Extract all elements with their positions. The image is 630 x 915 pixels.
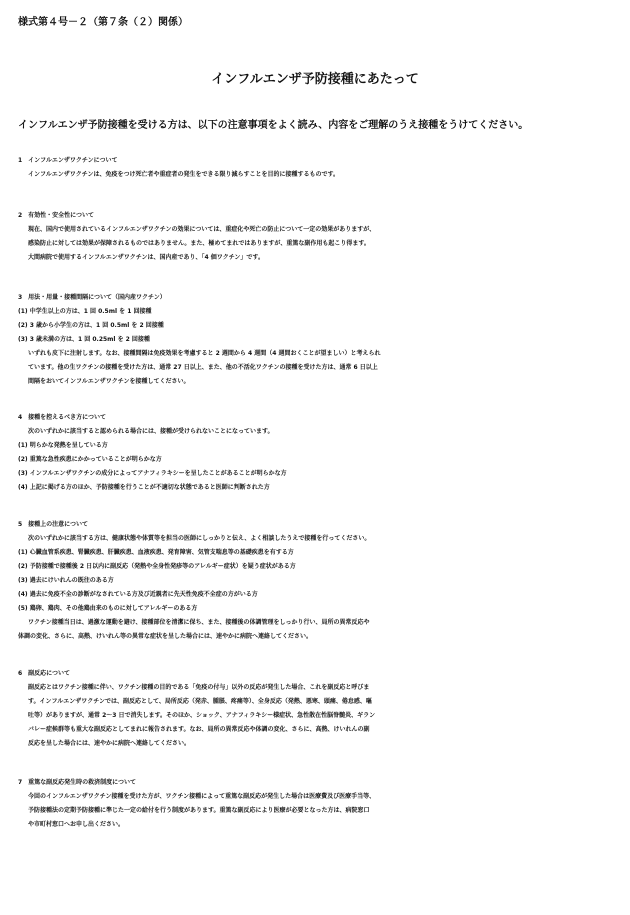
section-heading: 5 接種上の注意について bbox=[18, 521, 89, 528]
section-text: 吐等）がありますが、通常 2～3 日で消失します。そのほか、ショック、アナフィラキシー様症状、急性散在性脳脊髄炎、ギラン bbox=[28, 712, 376, 719]
list-item: (2) 重篤な急性疾患にかかっていることが明らかな方 bbox=[18, 456, 162, 463]
section-text: いずれも皮下に注射します。なお、接種間隔は免疫効果を考慮すると 2 週間から 4 週間（4 週間おくことが望ましい）と考えられ bbox=[28, 350, 381, 357]
section-text: す。インフルエンザワクチンでは、副反応として、局所反応（発赤、腫脹、疼痛等）、全身反応（発熱、悪寒、頭痛、倦怠感、嘔 bbox=[28, 698, 372, 705]
section-text: 今回のインフルエンザワクチン接種を受けた方が、ワクチン接種によって重篤な副反応が発生した場合は医療費及び医療手当等、 bbox=[28, 793, 376, 800]
section-text: 反応を呈した場合には、速やかに病院へ連絡してください。 bbox=[28, 740, 191, 747]
section-heading: 1 インフルエンザワクチンについて bbox=[18, 157, 118, 164]
list-item: (2) 3 歳から小学生の方は、1 回 0.5ml を 2 回接種 bbox=[18, 322, 164, 329]
list-item: (5) 鶏卵、鶏肉、その他鶏由来のものに対してアレルギーのある方 bbox=[18, 605, 198, 612]
list-item: (4) 上記に掲げる方のほか、予防接種を行うことが不適切な状態であると医師に判断された方 bbox=[18, 484, 270, 491]
section-text: 感染防止に対しては効果が保障されるものではありません。また、極めてまれではありますが、重篤な副作用も起こり得ます。 bbox=[28, 240, 370, 247]
list-item: (1) 心臓血管系疾患、腎臓疾患、肝臓疾患、血液疾患、発育障害、気管支喘息等の基礎疾患を有する方 bbox=[18, 549, 294, 556]
section-heading: 4 接種を控えるべき方について bbox=[18, 414, 107, 421]
section-efficacy-safety bbox=[18, 209, 622, 265]
section-text: 現在、国内で使用されているインフルエンザワクチンの効果については、重症化や死亡の防止について一定の効果がありますが、 bbox=[28, 226, 376, 233]
section-text: や市町村窓口へお申し出ください。 bbox=[28, 821, 125, 828]
form-number: 様式第４号－２（第７条（２）関係） bbox=[18, 17, 188, 28]
section-text: ワクチン接種当日は、過激な運動を避け、接種部位を清潔に保ち、また、接種後の体調管理をしっかり行い、局所の異常反応や bbox=[28, 619, 370, 626]
section-text: 次のいずれかに該当すると認められる場合には、接種が受けられないことになっています。 bbox=[28, 428, 274, 435]
section-heading: 6 副反応について bbox=[18, 670, 71, 677]
intro-text: インフルエンザ予防接種を受ける方は、以下の注意事項をよく読み、内容をご理解のうえ接種をうけてください。 bbox=[18, 120, 529, 131]
list-item: (1) 中学生以上の方は、1 回 0.5ml を 1 回接種 bbox=[18, 308, 152, 315]
list-item: (2) 予防接種で接種後 2 日以内に副反応（発熱や全身性発疹等のアレルギー症状）を疑う症状がある方 bbox=[18, 563, 296, 570]
section-text: 大間病院で使用するインフルエンザワクチンは、国内産であり、「4 価ワクチン」です。 bbox=[28, 254, 264, 261]
list-item: (3) 3 歳未満の方は、1 回 0.25ml を 2 回接種 bbox=[18, 336, 150, 343]
section-side-effects bbox=[18, 667, 622, 751]
section-text: 間隔をおいてインフルエンザワクチンを接種してください。 bbox=[28, 378, 190, 385]
section-text: 次のいずれかに該当する方は、健康状態や体質等を担当の医師にしっかりと伝え、よく相談したうえで接種を行ってください。 bbox=[28, 535, 371, 542]
section-heading: 7 重篤な副反応発生時の救済制度について bbox=[18, 779, 137, 786]
section-heading: 2 有効性・安全性について bbox=[18, 212, 95, 219]
section-dosage bbox=[18, 291, 622, 389]
section-text: 副反応とはワクチン接種に伴い、ワクチン接種の目的である「免疫の付与」以外の反応が発生した場合、これを副反応と呼びま bbox=[28, 684, 370, 691]
section-precautions bbox=[18, 518, 622, 644]
list-item: (4) 過去に免疫不全の診断がなされている方及び近親者に先天性免疫不全症の方がいる方 bbox=[18, 591, 258, 598]
section-text: 予防接種法の定期予防接種に準じた一定の給付を行う制度があります。重篤な副反応により医療が必要となった方は、病院窓口 bbox=[28, 807, 370, 814]
section-text: バレー症候群等も重大な副反応としてまれに報告されます。なお、局所の異常反応や体調の変化、さらに、高熱、けいれんの副 bbox=[28, 726, 370, 733]
page-title: インフルエンザ予防接種にあたって bbox=[211, 72, 419, 87]
list-item: (3) インフルエンザワクチンの成分によってアナフィラキシーを呈したことがあることが明らかな方 bbox=[18, 470, 287, 477]
section-vaccine-about bbox=[18, 154, 622, 182]
section-text: ています。他の生ワクチンの接種を受けた方は、通常 27 日以上、また、他の不活化ワクチンの接種を受けた方は、通常 6 日以上 bbox=[28, 364, 378, 371]
section-text: 体調の変化、さらに、高熱、けいれん等の異常な症状を呈した場合には、速やかに病院へ連絡してください。 bbox=[18, 633, 313, 640]
list-item: (1) 明らかな発熱を呈している方 bbox=[18, 442, 108, 449]
list-item: (3) 過去にけいれんの既往のある方 bbox=[18, 577, 114, 584]
section-heading: 3 用法・用量・接種間隔について（国内産ワクチン） bbox=[18, 294, 166, 301]
section-text: インフルエンザワクチンは、免疫をつけ死亡者や重症者の発生をできる限り減らすことを目的に接種するものです。 bbox=[28, 171, 339, 178]
section-relief-system bbox=[18, 776, 622, 832]
section-contraindications bbox=[18, 411, 622, 495]
